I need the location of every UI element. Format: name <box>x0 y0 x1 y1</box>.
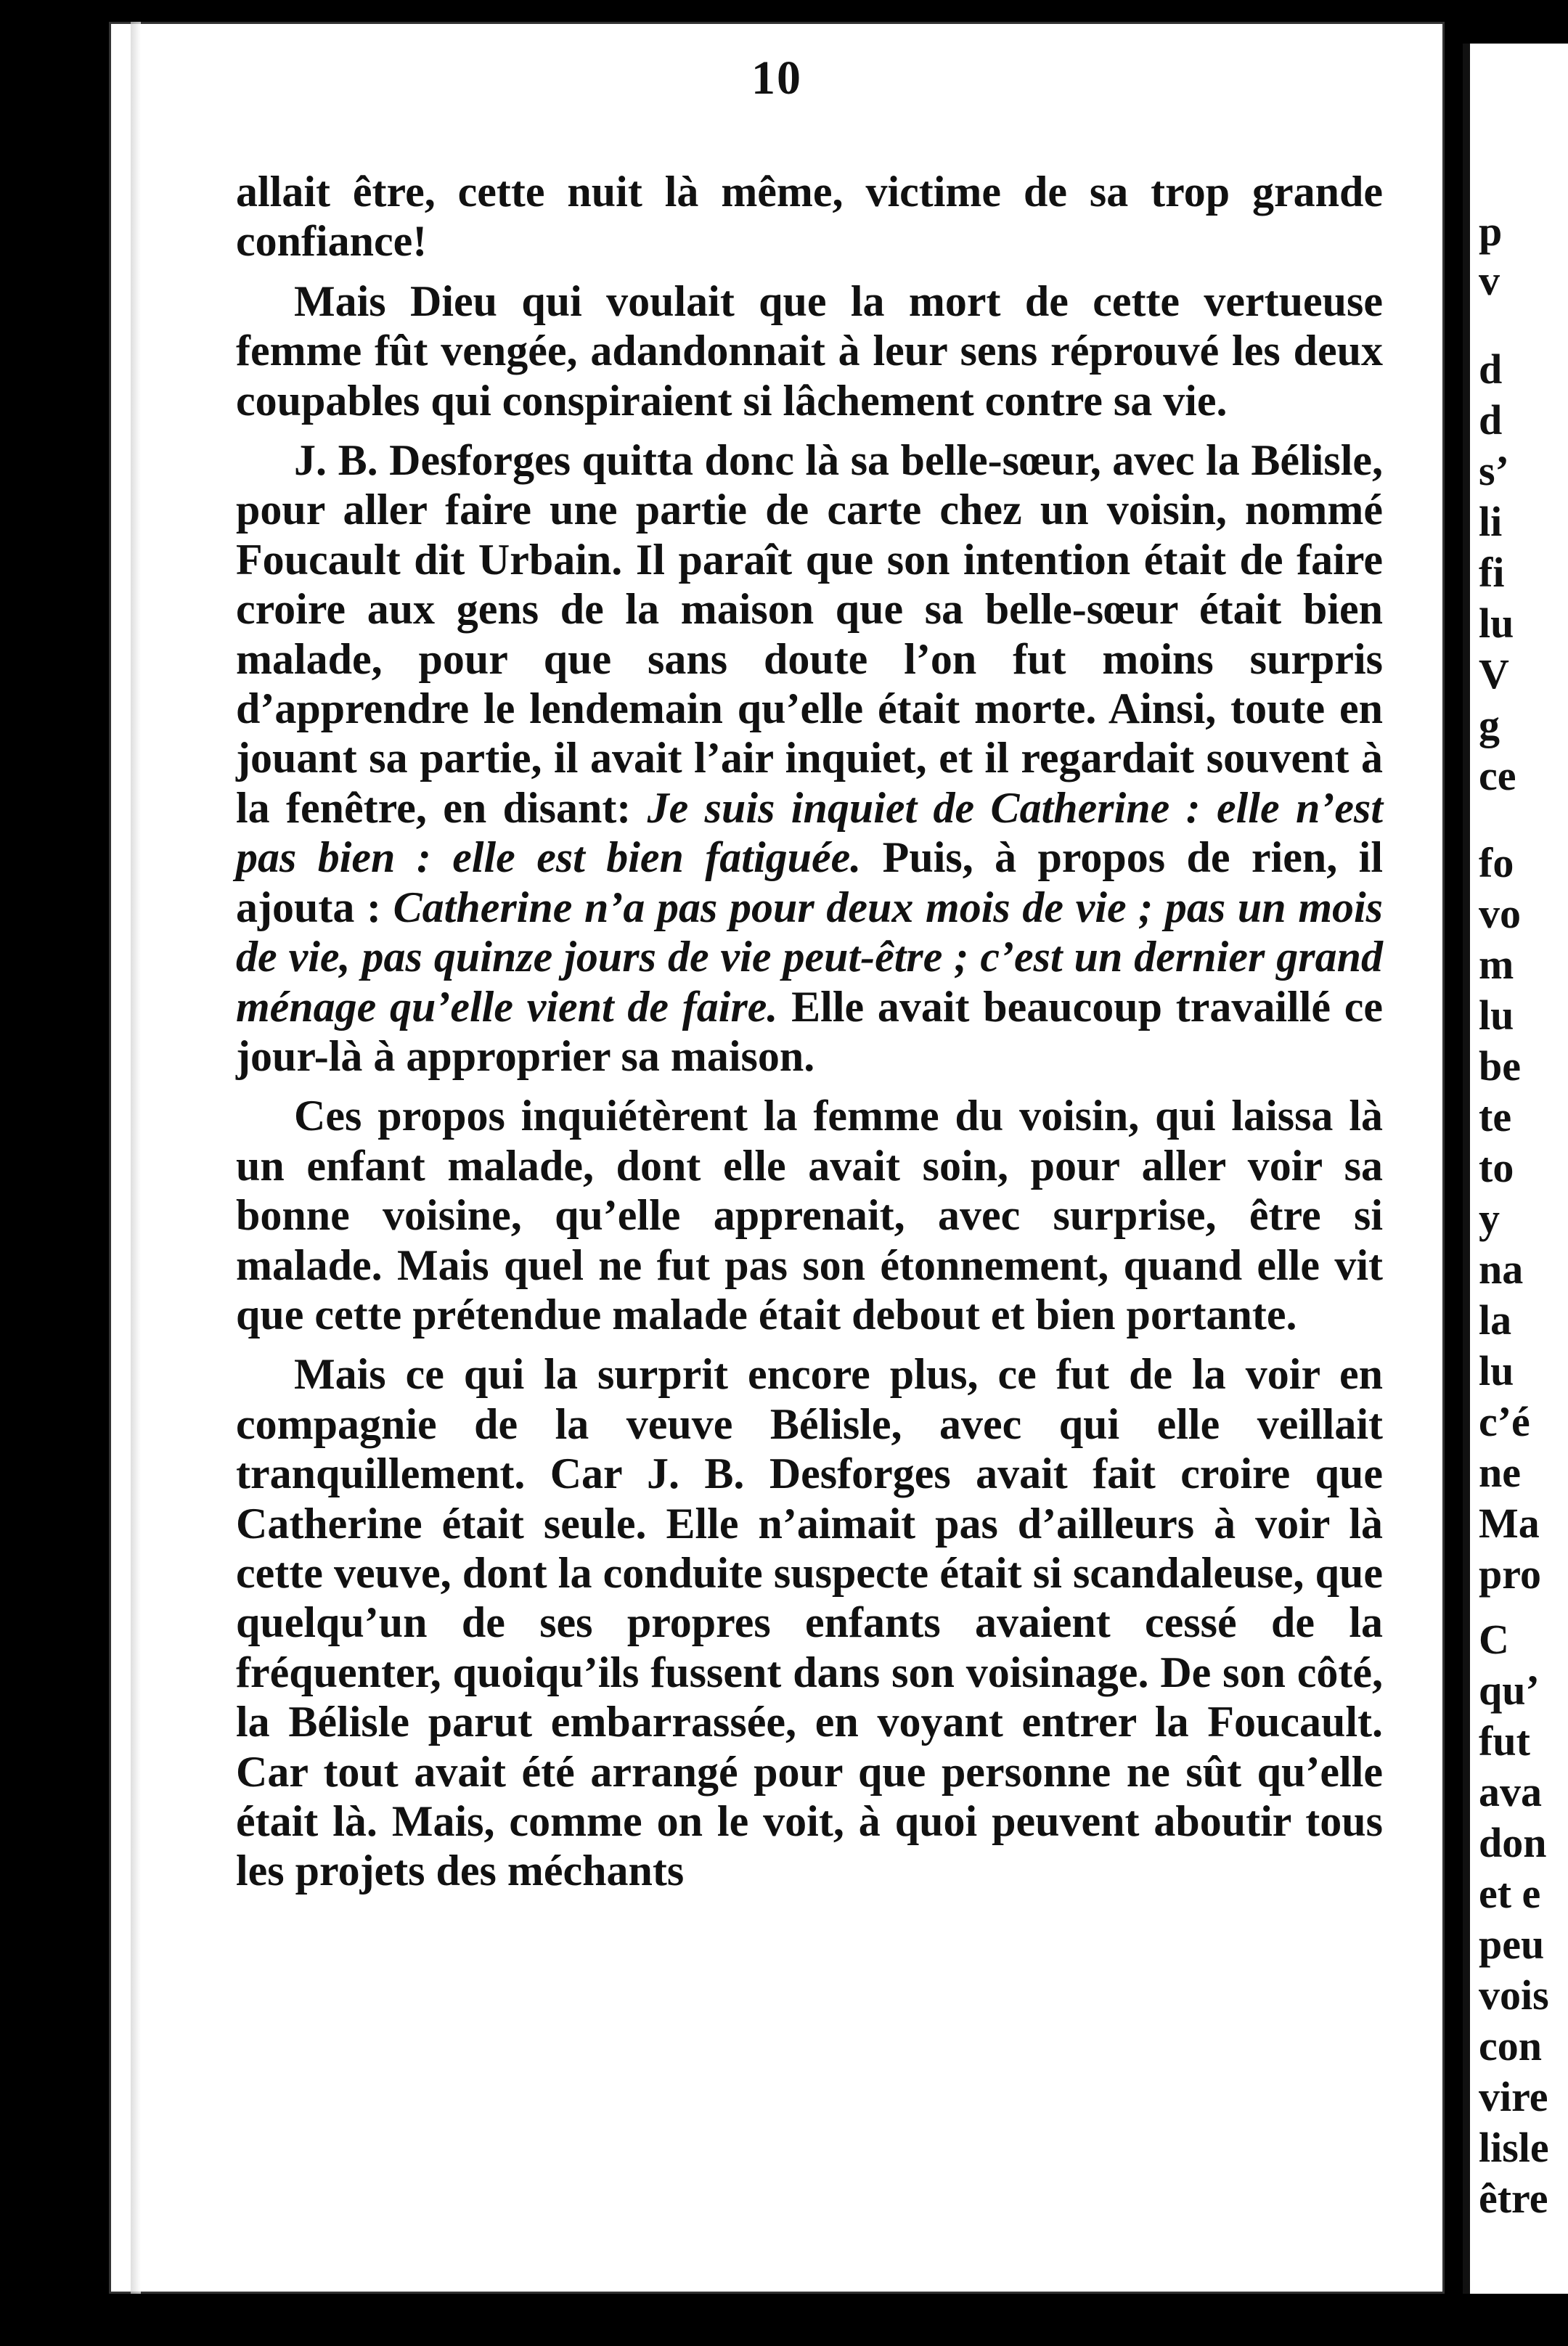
adjacent-line: être <box>1479 2175 1548 2222</box>
adjacent-line: d <box>1479 396 1503 444</box>
adjacent-line: fo <box>1479 839 1514 886</box>
adjacent-line: te <box>1479 1093 1512 1140</box>
adjacent-line: p <box>1479 208 1503 255</box>
adjacent-line: qu’ <box>1479 1667 1540 1714</box>
adjacent-line: C <box>1479 1616 1509 1663</box>
scan-border-bottom <box>0 2295 1568 2346</box>
adjacent-line: lisle <box>1479 2124 1549 2171</box>
book-page <box>109 22 1445 2294</box>
adjacent-line: fut <box>1479 1717 1530 1765</box>
adjacent-line: don <box>1479 1819 1547 1866</box>
adjacent-line: g <box>1479 701 1500 748</box>
adjacent-line: et e <box>1479 1870 1541 1917</box>
paragraph-1-text: allait être, cette nuit là même, victime de sa trop grande confiance! <box>236 168 1383 266</box>
page-number: 10 <box>751 52 802 105</box>
adjacent-line: m <box>1479 941 1514 988</box>
adjacent-line: lu <box>1479 1347 1514 1394</box>
adjacent-line: lu <box>1479 600 1514 647</box>
page-text <box>236 167 1383 1906</box>
adjacent-line: la <box>1479 1296 1512 1344</box>
paragraph-2 <box>236 277 1383 425</box>
adjacent-line: con <box>1479 2022 1542 2069</box>
paragraph-5-text: Mais ce qui la surprit encore plus, ce fut de la voir en compagnie de la veuve Bélisle, avec qui elle veillait tranquillement. Car J. B. Desforges avait fait croire que Catherine était seule. Elle n’aimait pas d’ailleurs à voir là cette veuve, dont la conduite suspecte était si scandaleuse, que quelqu’un de ses propres enfants avaient cessé de la fréquenter, quoiqu’ils fussent dans son voisinage. De son côté, la Bélisle parut embarrassée, en voyant entrer la Foucault. Car tout avait été arrangé pour que personne ne sût qu’elle était là. Mais, comme on le voit, à quoi peuvent aboutir tous les projets des méchants <box>236 1350 1383 1895</box>
adjacent-line: vois <box>1479 1971 1549 2019</box>
adjacent-line: vire <box>1479 2073 1548 2120</box>
paragraph-3 <box>236 436 1383 1081</box>
paragraph-3-text-c: Elle avait beaucoup travaillé ce jour-là à approprier sa maison. <box>236 982 1383 1080</box>
paragraph-1 <box>236 167 1383 266</box>
adjacent-page-edge <box>1463 44 1568 2294</box>
adjacent-line: ava <box>1479 1768 1542 1815</box>
adjacent-line: li <box>1479 498 1503 545</box>
paragraph-3-text-b: Puis, à propos de rien, il ajouta : <box>236 833 1383 931</box>
adjacent-line: peu <box>1479 1921 1545 1968</box>
adjacent-line: na <box>1479 1246 1524 1293</box>
adjacent-line: V <box>1479 650 1509 698</box>
adjacent-line: v <box>1479 257 1500 304</box>
paragraph-4-text: Ces propos inquiétèrent la femme du voisin, qui laissa là un enfant malade, dont elle avait soin, pour aller voir sa bonne voisine, qu’elle apprenait, avec surprise, être si malade. Mais quel ne fut pas son étonnement, quand elle vit que cette prétendue malade était debout et bien portante. <box>236 1092 1383 1338</box>
paragraph-3-quote-a: Je suis inquiet de Catherine : elle n’est pas bien : elle est bien fatiguée. <box>236 783 1383 882</box>
adjacent-line: lu <box>1479 992 1514 1039</box>
adjacent-line: vo <box>1479 890 1521 937</box>
adjacent-line: ne <box>1479 1449 1521 1496</box>
paragraph-5 <box>236 1349 1383 1895</box>
adjacent-line: be <box>1479 1042 1521 1090</box>
adjacent-line: to <box>1479 1144 1514 1191</box>
paragraph-3-text-a: J. B. Desforges quitta donc là sa belle-sœur, avec la Bélisle, pour aller faire une partie de carte chez un voisin, nommé Foucault dit Urbain. Il paraît que son intention était de faire croire aux gens de la maison que sa belle-sœur était bien malade, pour que sans doute l’on fut moins surpris d’apprendre le lendemain qu’elle était morte. Ainsi, toute en jouant sa partie, il avait l’air inquiet, et il regardait souvent à la fenêtre, en disant: <box>236 436 1383 832</box>
adjacent-line: ce <box>1479 752 1516 799</box>
adjacent-line: Ma <box>1479 1500 1540 1547</box>
adjacent-line: y <box>1479 1195 1500 1242</box>
adjacent-line: d <box>1479 346 1503 393</box>
adjacent-line: fi <box>1479 549 1505 596</box>
adjacent-line: pro <box>1479 1550 1541 1598</box>
paragraph-3-quote-b: Catherine n’a pas pour deux mois de vie ; pas un mois de vie, pas quinze jours de vie peut-être ; c’est un dernier grand ménage qu’elle vient de faire. <box>236 883 1384 1031</box>
paragraph-2-text: Mais Dieu qui voulait que la mort de cette vertueuse femme fût vengée, adandonnait à leur sens réprouvé les deux coupables qui conspiraient si lâchement contre sa vie. <box>236 277 1383 425</box>
adjacent-line: s’ <box>1479 447 1509 494</box>
paragraph-4 <box>236 1091 1383 1339</box>
adjacent-line: c’é <box>1479 1398 1530 1445</box>
